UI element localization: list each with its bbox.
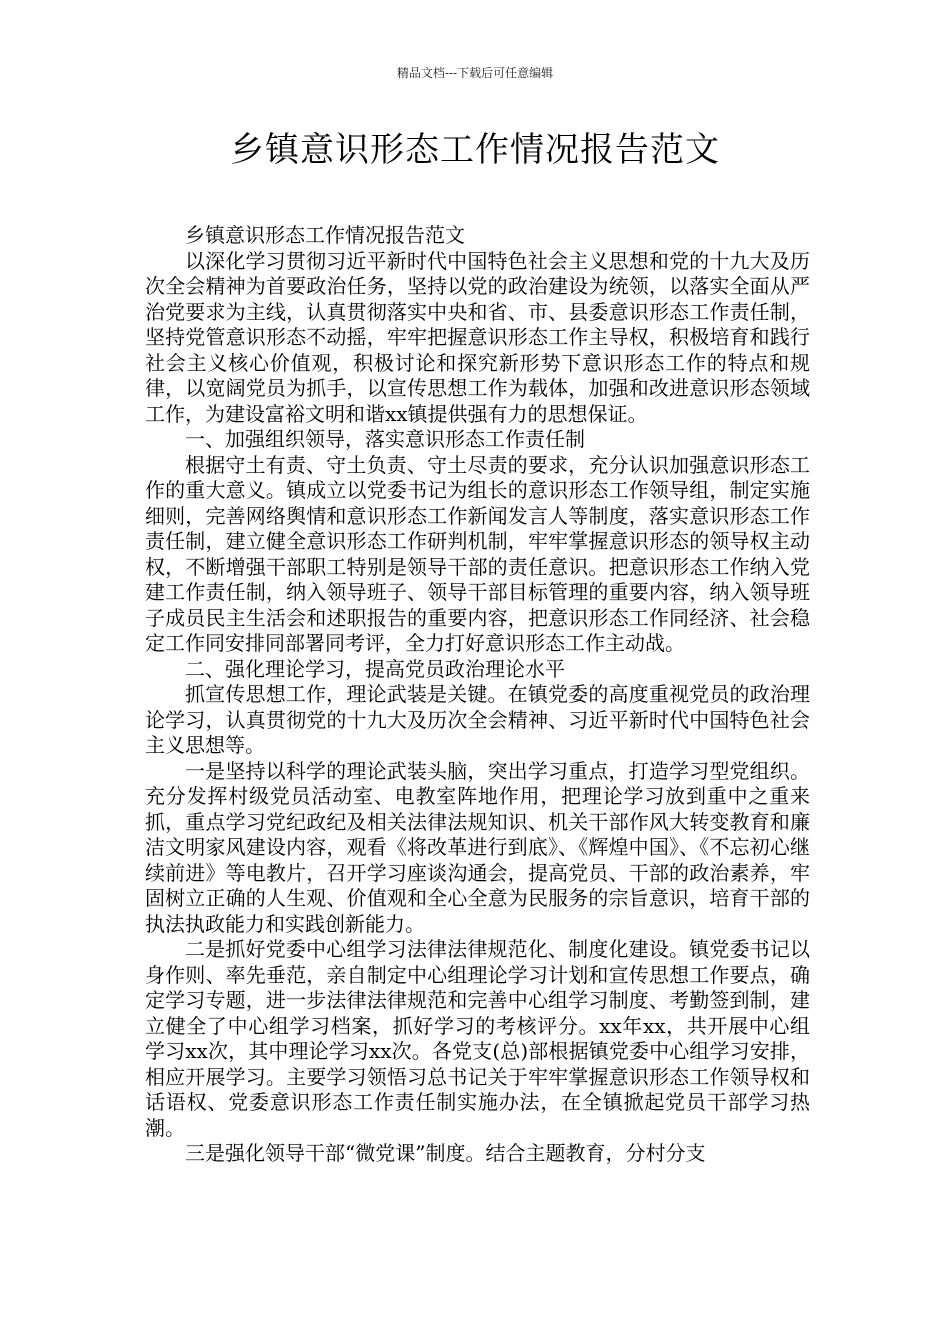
header-note: 精品文档---下载后可任意编辑	[396, 66, 554, 80]
section-2-point-1: 一是坚持以科学的理论武装头脑，突出学习重点，打造学习型党组织。充分发挥村级党员活动室、电教室阵地作用，把理论学习放到重中之重来抓，重点学习党纪政纪及相关法律法规知识、机关干部作风大转变教育和廉洁文明家风建设内容，观看《将改革进行到底》、《辉煌中国》、《不忘初心继续前进》等电教片，召开学习座谈沟通会，提高党员、干部的政治素养，牢固树立正确的人生观、价值观和全心全意为民服务的宗旨意识，培育干部的执法执政能力和实践创新能力。	[145, 758, 810, 936]
document-body	[145, 223, 810, 1167]
intro-paragraph: 以深化学习贯彻习近平新时代中国特色社会主义思想和党的十九大及历次全会精神为首要政治任务，坚持以党的政治建设为统领，以落实全面从严治党要求为主线，认真贯彻落实中央和省、市、县委意识形态工作责任制，坚持党管意识形态不动摇，牢牢把握意识形态工作主导权，积极培育和践行社会主义核心价值观，积极讨论和探究新形势下意识形态工作的特点和规律，以宽阔党员为抓手，以宣传思想工作为载体，加强和改进意识形态领域工作，为建设富裕文明和谐xx镇提供强有力的思想保证。	[145, 248, 810, 426]
section-heading-1: 一、加强组织领导，落实意识形态工作责任制	[185, 427, 585, 451]
section-2-intro-paragraph: 抓宣传思想工作，理论武装是关键。在镇党委的高度重视党员的政治理论学习，认真贯彻党的十九大及历次全会精神、习近平新时代中国特色社会主义思想等。	[145, 682, 810, 757]
section-2-point-3: 三是强化领导干部“微党课”制度。结合主题教育，分村分支	[185, 1141, 706, 1165]
document-title: 乡镇意识形态工作情况报告范文	[230, 130, 720, 170]
section-heading-2: 二、强化理论学习，提高党员政治理论水平	[185, 656, 565, 681]
body-heading-line: 乡镇意识形态工作情况报告范文	[185, 223, 465, 247]
section-1-paragraph: 根据守土有责、守土负责、守土尽责的要求，充分认识加强意识形态工作的重大意义。镇成立以党委书记为组长的意识形态工作领导组，制定实施细则，完善网络舆情和意识形态工作新闻发言人等制度，落实意识形态工作责任制，建立健全意识形态工作研判机制，牢牢掌握意识形态的领导权主动权，不断增强干部职工特别是领导干部的责任意识。把意识形态工作纳入党建工作责任制，纳入领导班子、领导干部目标管理的重要内容，纳入领导班子成员民主生活会和述职报告的重要内容，把意识形态工作同经济、社会稳定工作同安排同部署同考评，全力打好意识形态工作主动战。	[145, 452, 810, 655]
section-2-point-2: 二是抓好党委中心组学习法律法律规范化、制度化建设。镇党委书记以身作则、率先垂范，亲自制定中心组理论学习计划和宣传思想工作要点，确定学习专题，进一步法律法律规范和完善中心组学习制度、考勤签到制，建立健全了中心组学习档案，抓好学习的考核评分。xx年xx，共开展中心组学习xx次，其中理论学习xx次。各党支(总)部根据镇党委中心组学习安排，相应开展学习。主要学习领悟习总书记关于牢牢掌握意识形态工作领导权和话语权、党委意识形态工作责任制实施办法，在全镇掀起党员干部学习热潮。	[145, 937, 810, 1140]
